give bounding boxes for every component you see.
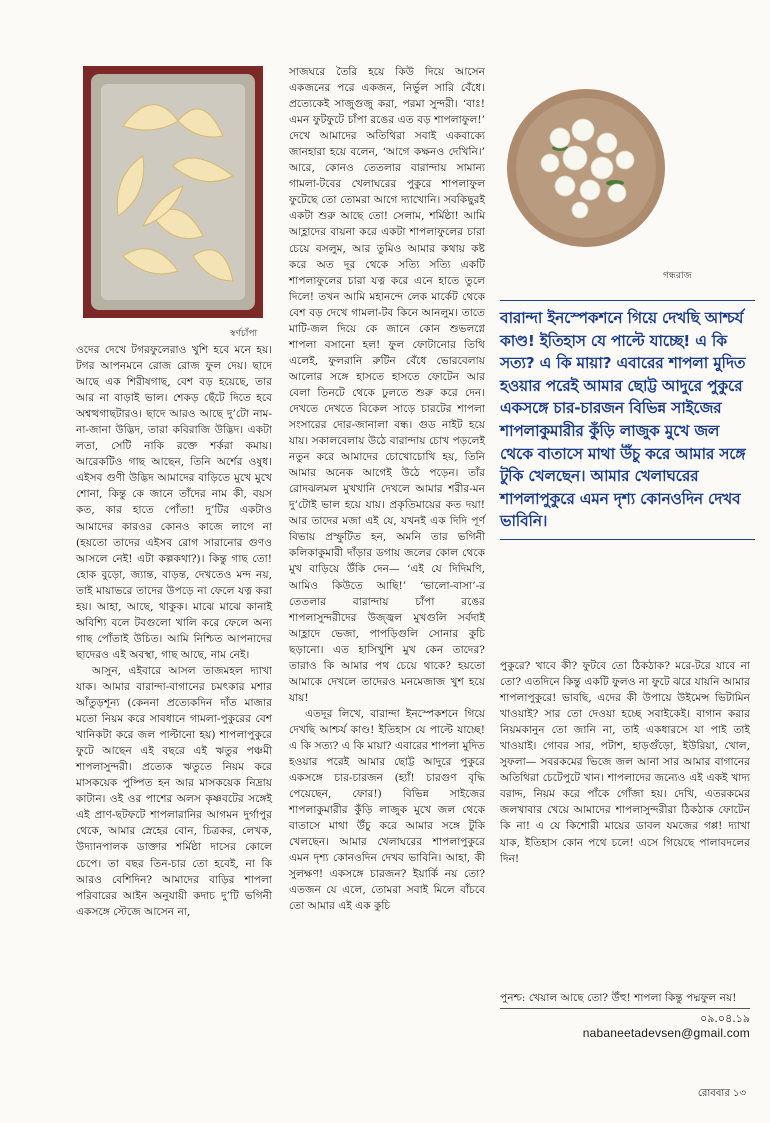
postscript: পুনশ্চ: খেয়াল আছে তো? উঁহু! শাপলা কিন্তু পদ্মফুল নয়! — [500, 992, 737, 1004]
column-1 — [76, 342, 272, 920]
date: ০৯.০৪.১৯ — [700, 1012, 750, 1025]
pull-quote: বারান্দা ইনস্পেকশনে গিয়ে দেখছি আশ্চর্য কাণ্ড! ইতিহাস যে পাল্টে যাচ্ছে! এ কি সত্য? এ কি মায়া? এবারের শাপলা মুদিত হওয়ার পরেই আমার ছোট্ট আদুরে পুকুরে একসঙ্গে চার-চারজন বিভিন্ন সাইজের শাপলাকুমারীর কুঁড়ি লাজুক মুখে জল থেকে বাতাসে মাথা উঁচু করে আমার সঙ্গে টুকি খেলছেন। আমার খেলাঘরের শাপলাপুকুরে এমন দৃশ্য কোনওদিন দেখব ভাবিনি। — [500, 300, 755, 540]
page-folio: রোববার ১৩ — [697, 1088, 746, 1099]
paragraph: সাজঘরে তৈরি হয়ে কিউ দিয়ে আসেন একজনের পরে একজন, নির্ভুল সারি বেঁধে। প্রত্যেকেই সাজুগুজু করা, পরমা সুন্দরী। ‘বাঃ! এমন ফুটফুটে চাঁপা রঙের এত বড় শাপলাফুল!’ দেখে আমাদের অতিথিরা সবাই একবাক্যে জানহারা হয়ে বলেন, ‘আগে কক্ষনও দেখিনি।’ আরে, কোনও তেতলার বারান্দায় সামান্য গামলা-টবের খেলাঘরের পুকুরে শাপলাফুল ফুটেছে তো তোমরা আগে দ্যাখোনি। সবকিছুরই একটা শুরু আছে তো! সেলাম, শর্মিষ্ঠা! আমি আহ্লাদের বায়না করে একটা শাপলাফুলের চারা চেয়ে বসলুম, আর তুমিও আমার কথায় কষ্ট করে অত দূর থেকে সত্যি সত্যি একটি শাপলাফুলের চারা যত্ন করে এনে হাতে তুলে দিলে! তখন আমি মহানন্দে লেক মার্কেট থেকে বেশ বড় দেখে গামলা-টব কিনে আনলুম। তাতে মাটি-জল দিয়ে কে জানে কোন শুভলগ্নে শাপলা বসানো হল! ফুল ফোটানোর তিথি এলেই, ফুলরানি রুটিন বেঁধে ভোরবেলায় আলোর সঙ্গে হাসতে হাসতে ফোটেন আর বেলা তিনটে থেকে ঢুলতে শুরু করে দেন। দেখতে দেখতে বিকেল সাড়ে চারটের শাপলা সংসারের দোর-জানালা বন্ধ। গুড নাইট হয়ে যায়। সকালবেলায় উঠে বারান্দায় চোখ পড়লেই নতুন করে আমাদের চোখোচোখি হয়, তিনি আমার অনেক আগেই উঠে পড়েন। তাঁর রোদঝলমল মুখখানি দেখলে আমার শরীর-মন দু’টোই ভাল হয়ে যায়। প্রকৃতিমায়ের কত দয়া! আর তাদের মজা এই যে, যখনই এক দিদি পূর্ণ বিভায় প্রস্ফুটিত হন, অমনি তার ভগিনী কলিকাকুমারী দাঁড়ার ডগায় জলের কোল থেকে মুখ বাড়িয়ে উঁকি দেন— ‘এই যে দিদিমণি, আমিও কিউতে আছি!’ ‘ভালো-বাসা’-র তেতলার বারান্দায় চাঁপা রঙের শাপলাসুন্দরীদের উজ্জ্বল মুখগুলি সর্বদাই আহ্লাদে ভেজা, পাপড়িগুলি সোনার কুচি ছড়ানো। এত হাসিখুশি মুখ কেন তাদের? তারাও কি আমার পথ চেয়ে থাকে? হয়তো আমাকে দেখলে তাদেরও মনমেজাজ খুশ হয়ে যায়! — [289, 66, 485, 704]
divider — [500, 1008, 750, 1009]
champa-illustration — [83, 66, 263, 318]
gandharaj-illustration — [505, 88, 668, 248]
paragraph: এতদূর লিখে, বারান্দা ইনস্পেকশনে গিয়ে দেখছি আশ্চর্য কাণ্ড! ইতিহাস যে পাল্টে যাচ্ছে! এ কি সত্য? এ কি মায়া? এবারের শাপলা মুদিত হওয়ার পরেই আমার ছোট্ট আদুরে পুকুরে একসঙ্গে চার-চারজন (হ্যাঁ! চারগুণ বৃদ্ধি পেয়েছেন, ফোর!) বিভিন্ন সাইজের শাপলাকুমারীর কুঁড়ি লাজুক মুখে জল থেকে বাতাসে মাথা উঁচু করে আমার সঙ্গে টুকি খেলছেন। আমার খেলাঘরের শাপলাপুকুরে এমন দৃশ্য কোনওদিন দেখব ভাবিনি। আহা, কী সুলক্ষণ! একসঙ্গে চারজন? ইয়ার্কি নয় তো? এতজন যে এলে, তোমরা সবাই মিলে বাঁচবে তো আমার এই এক কুচি — [289, 707, 485, 913]
column-3 — [500, 658, 750, 867]
column-2 — [289, 64, 485, 914]
author-email: nabaneetadevsen@gmail.com — [582, 1026, 750, 1040]
champa-photo — [83, 66, 263, 318]
gandharaj-photo — [505, 88, 668, 248]
paragraph: আসুন, এইবারে আসল তাজমহল দ্যাখা যাক। আমার বারান্দা-বাগানের চমৎকার মশার আঁতুড়শূন্য (কেননা প্রত্যেকদিন দাঁত মাজার মতো নিয়ম করে সাবধানে গামলা-পুকুরের বেশ খানিকটা করে জল পাল্টানো হয়) শাপলাপুকুরে ফুটে আছেন এই বছরে এই ঋতুর পঞ্চমী শাপলাসুন্দরী। প্রত্যেক ঋতুতে নিয়ম করে মাসকয়েক পুষ্পিত হন আর মাসকয়েক নিদ্রায় কাটান। ওই ওর পাশের অলস কৃষ্ণবটের সঙ্গেই এই প্রাণ-ছটফটে শাপলারানির আগমন দুর্গাপুর থেকে, আমার স্নেহের বোন, চিত্রকর, লেখক, উদ্যানপালক ডাক্তার শর্মিষ্ঠা দাসের কোলে চেপে। তা বছর তিন-চার তো হবেই, না কি আরও বেশিদিন? আমাদের বাড়ির শাপলা পরিবারের আইন অনুযায়ী কদাচ দু’টি ভগিনী একসঙ্গে স্টেজে আসেন না, — [76, 664, 272, 918]
champa-caption: স্বর্ণচাঁপা — [230, 329, 258, 339]
gandharaj-caption: গন্ধরাজ — [663, 271, 692, 281]
paragraph: ওদের দেখে টগরফুলেরাও খুশি হবে মনে হয়। টগর আপনমনে রোজ রোজ ফুল দেয়। ছাদে আছে এক শিরীষগাছ, বেশ বড় হয়েছে, তার আর না বাড়াই ভাল। শেকড় ছেঁটে দিতে হবে অশ্বত্থগাছটারও। ছাদে আরও আছে দু’টো নাম-না-জানা উদ্ভিদ, তারা কবিরাজি উদ্ভিদ। একটা লতা, সেটি নাকি রক্তে শর্করা কমায়। আরেকটিও গাছ আছেন, তিনি অর্শের ওষুধ। এইসব গুণী উদ্ভিদ আমাদের বাড়িতে মুখে মুখে শোনা, কিন্তু কে জানে তাঁদের নাম কী, বয়স কত, কার হাতে পোঁতা! দু’টির একটাও আমাদের কারওর কোনও কাজে লাগে না (হয়তো তাদের এইসব রোগ সারানোর গুণও আসলে নেই! এটা কল্পকথা?)। কিন্তু গাছ তো! হোক বুড়ো, জ্যান্ত, বাড়ন্ত, দেখতেও মন্দ নয়, তাই মায়াভরে তাদের উপড়ে না ফেলে যত্ন করা হয়। আহা, আছে, থাকুক। মাঝে মাঝে কানাই অবিশ্যি বলে টবগুলো খালি করে ফেলে অন্য গাছ পোঁতাই উচিত। আমি নিশ্চিত আপনাদের ছাদেরও এই অবস্থা, গাছ আছে, নাম নেই। — [76, 344, 272, 661]
paragraph: পুকুরে? খাবে কী? ফুটবে তো ঠিকঠাক? মরে-টরে যাবে না তো? এতদিনে কিন্তু একটি ফুলও না ফুটে ঝরে যায়নি আমার শাপলাপুকুরে! ভাবছি, এদের কী উপায়ে উইমেন্স ভিটামিন খাওয়াই? সার তো দেওয়া হচ্ছে সবাইকেই। বাগান করার নিয়মকানুন তো জানি না, তাই একধারসে যা পাই তাই খাওয়াই। গোবর সার, পটাশ, হাড়গুঁড়ো, ইউরিয়া, খোল, সুফলা— সবরকমের ভিজে জল আনা সার আমার বাগানের অতিথিরা চেটেপুটে খান। শাপলাদের জন্যেও এই একই খাদ্য বরাদ্দ, নিয়ম করে পাঁকে গোঁজা হয়। দেখি, এতরকমের জলখাবার খেয়ে আমাদের শাপলাসুন্দরীরা ঠিকঠাক ফোটেন কি না! এ যে কিশোরী মায়ের ডাবল যমজের গপ্প! দ্যাখা যাক, ইতিহাস কোন পথে চলে! এসে গিয়েছে পালাবদলের দিন! — [500, 660, 750, 865]
